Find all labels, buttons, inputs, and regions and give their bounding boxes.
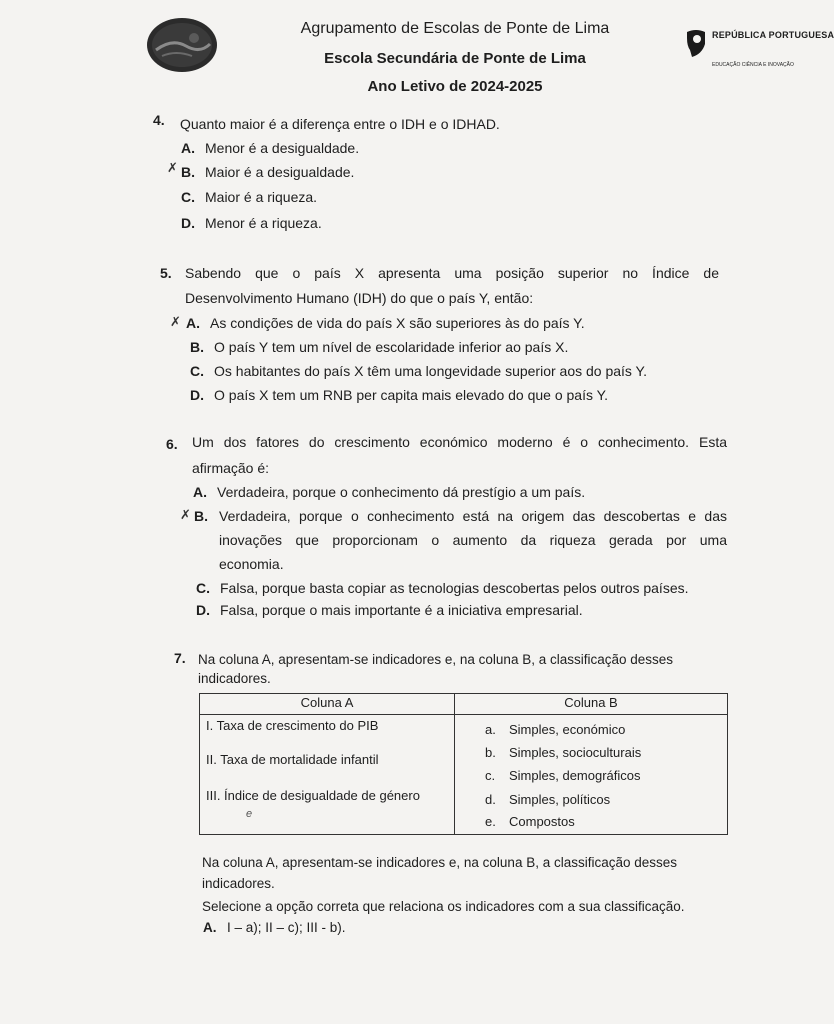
republic-emblem-subtext: EDUCAÇÃO CIÊNCIA E INOVAÇÃO xyxy=(712,62,794,68)
table-cell-b: b. Simples, socioculturais xyxy=(485,745,642,760)
table-header-b: Coluna B xyxy=(564,695,618,710)
option-a[interactable]: A. Menor é a desigualdade. xyxy=(181,140,360,156)
question-number: 4. xyxy=(153,112,165,128)
option-c[interactable]: C. Maior é a riqueza. xyxy=(181,189,318,205)
answer-mark: ✗ xyxy=(167,161,178,176)
option-b[interactable]: B. O país Y tem um nível de escolaridade inferior ao país X. xyxy=(190,339,569,355)
question-text-line2: indicadores. xyxy=(198,671,271,686)
republic-emblem-icon xyxy=(684,28,708,58)
option-a[interactable]: A. As condições de vida do país X são superiores às do país Y. xyxy=(186,315,585,331)
option-b[interactable]: B. xyxy=(194,508,208,524)
question-text-line2: Desenvolvimento Humano (IDH) do que o país Y, então: xyxy=(185,290,534,306)
indicators-table xyxy=(199,693,728,835)
table-header-a: Coluna A xyxy=(300,695,354,710)
header-school-group: Agrupamento de Escolas de Ponte de Lima xyxy=(300,20,610,37)
question-text: Quanto maior é a diferença entre o IDH e o IDHAD. xyxy=(180,116,500,132)
school-logo xyxy=(146,16,218,74)
question-text-line1: Sabendo que o país X apresenta uma posição superior no Índice de xyxy=(185,265,719,281)
table-cell-b: a. Simples, económico xyxy=(485,722,626,737)
table-cell-b: c. Simples, demográficos xyxy=(485,768,641,783)
instruction-line3: Selecione a opção correta que relaciona os indicadores com a sua classificação. xyxy=(202,899,685,914)
answer-mark: ✗ xyxy=(170,315,181,330)
question-text-line1: Na coluna A, apresentam-se indicadores e, na coluna B, a classificação desses xyxy=(198,652,674,667)
option-c[interactable]: C. Os habitantes do país X têm uma longevidade superior aos do país Y. xyxy=(190,363,647,379)
republic-emblem-text: REPÚBLICA PORTUGUESA xyxy=(712,30,834,40)
table-cell-b: d. Simples, políticos xyxy=(485,792,611,807)
option-d[interactable]: D. Menor é a riqueza. xyxy=(181,215,322,231)
answer-mark: ✗ xyxy=(180,508,191,523)
republic-emblem xyxy=(684,28,834,88)
header-school-name: Escola Secundária de Ponte de Lima xyxy=(324,50,586,67)
option-d[interactable]: D. O país X tem um RNB per capita mais elevado do que o país Y. xyxy=(190,387,609,403)
option-a[interactable]: A. I – a); II – c); III - b). xyxy=(203,920,346,935)
table-cell-b: e. Compostos xyxy=(485,814,575,829)
table-divider-horizontal xyxy=(200,714,727,715)
option-b-text-line1: Verdadeira, porque o conhecimento está na origem das descobertas e das xyxy=(219,508,727,524)
question-text-line1: Um dos fatores do crescimento económico moderno é o conhecimento. Esta xyxy=(192,434,727,450)
header-school-year: Ano Letivo de 2024-2025 xyxy=(367,78,543,95)
instruction-line1: Na coluna A, apresentam-se indicadores e, na coluna B, a classificação desses xyxy=(202,855,678,870)
question-number: 5. xyxy=(160,265,172,281)
option-c[interactable]: C. Falsa, porque basta copiar as tecnologias descobertas pelos outros países. xyxy=(196,580,689,596)
option-b-text-line3: economia. xyxy=(219,556,284,572)
option-d[interactable]: D. Falsa, porque o mais importante é a iniciativa empresarial. xyxy=(196,602,583,618)
question-text-line2: afirmação é: xyxy=(192,460,270,476)
question-number: 6. xyxy=(166,436,178,452)
option-b[interactable]: B. Maior é a desigualdade. xyxy=(181,164,355,180)
table-cell-a: III. Índice de desigualdade de género xyxy=(206,788,420,803)
table-cell-a: II. Taxa de mortalidade infantil xyxy=(206,752,379,767)
instruction-line2: indicadores. xyxy=(202,876,275,891)
option-a[interactable]: A. Verdadeira, porque o conhecimento dá prestígio a um país. xyxy=(193,484,586,500)
handwritten-scribble: e xyxy=(246,808,253,820)
table-divider-vertical xyxy=(454,694,455,834)
option-b-text-line2: inovações que proporcionam o aumento da riqueza gerada por uma xyxy=(219,532,727,548)
table-cell-a: I. Taxa de crescimento do PIB xyxy=(206,718,379,733)
question-number: 7. xyxy=(174,650,186,666)
